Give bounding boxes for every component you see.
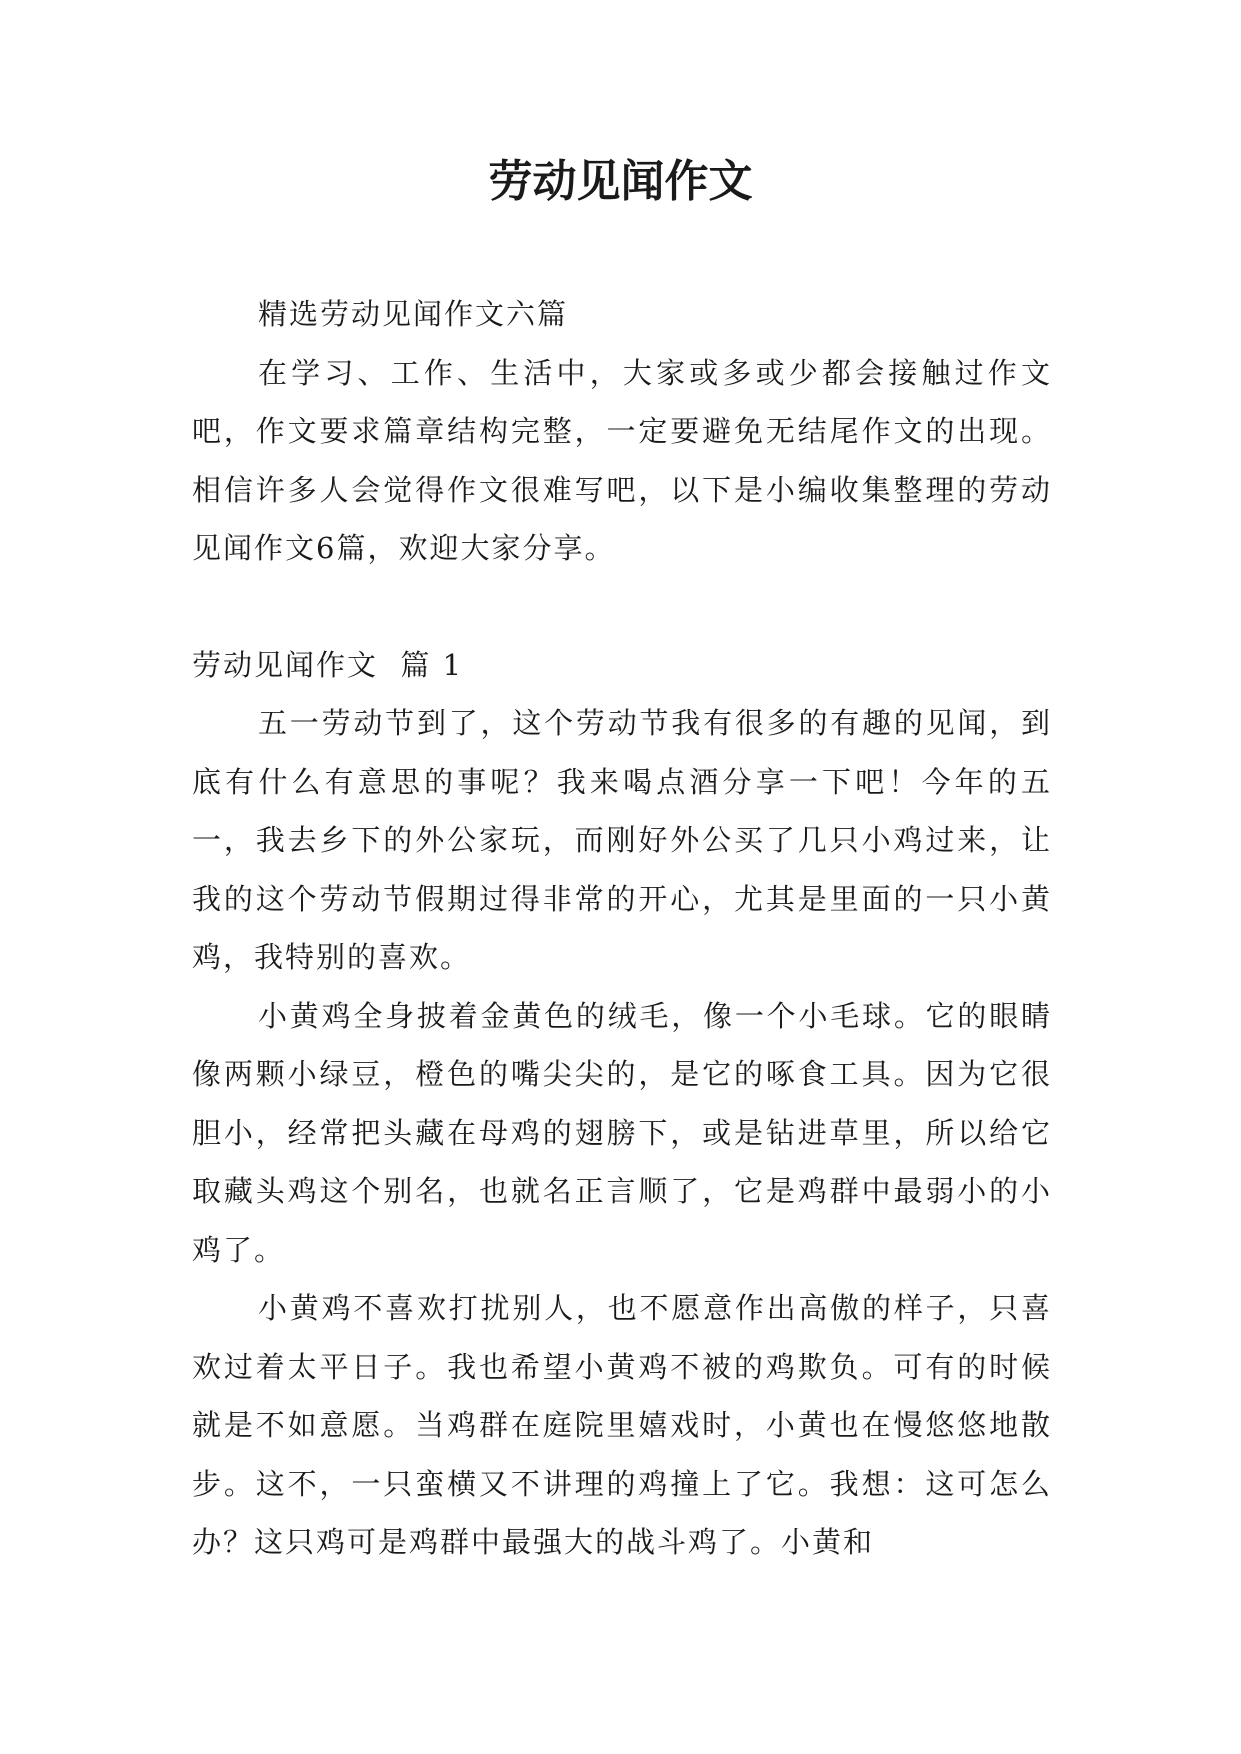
document-title: 劳动见闻作文 — [488, 156, 753, 207]
body-paragraph: 小黄鸡全身披着金黄色的绒毛，像一个小毛球。它的眼睛像两颗小绿豆，橙色的嘴尖尖的，是它的啄食工具。因为它很胆小，经常把头藏在母鸡的翅膀下，或是钻进草里，所以给它取藏头鸡这个别名，也就名正言顺了，它是鸡群中最弱小的小鸡了。 — [192, 998, 1052, 1267]
body-paragraph: 五一劳动节到了，这个劳动节我有很多的有趣的见闻，到底有什么有意思的事呢？我来喝点酒分享一下吧！今年的五一，我去乡下的外公家玩，而刚好外公买了几只小鸡过来，让我的这个劳动节假期过得非常的开心，尤其是里面的一只小黄鸡，我特别的喜欢。 — [192, 706, 1052, 974]
document-body — [192, 285, 1052, 1572]
document-subtitle: 精选劳动见闻作文六篇 — [258, 297, 569, 331]
body-paragraph: 小黄鸡不喜欢打扰别人，也不愿意作出高傲的样子，只喜欢过着太平日子。我也希望小黄鸡不被的鸡欺负。可有的时候就是不如意愿。当鸡群在庭院里嬉戏时，小黄也在慢悠悠地散步。这不，一只蛮横又不讲理的鸡撞上了它。我想：这可怎么办？这只鸡可是鸡群中最强大的战斗鸡了。小黄和 — [192, 1291, 1052, 1559]
section-heading: 劳动见闻作文 篇 1 — [192, 647, 464, 682]
intro-paragraph: 在学习、工作、生活中，大家或多或少都会接触过作文吧，作文要求篇章结构完整，一定要避免无结尾作文的出现。相信许多人会觉得作文很难写吧，以下是小编收集整理的劳动见闻作文6篇，欢迎大家分享。 — [192, 355, 1052, 565]
paragraph-gap — [192, 578, 1052, 636]
